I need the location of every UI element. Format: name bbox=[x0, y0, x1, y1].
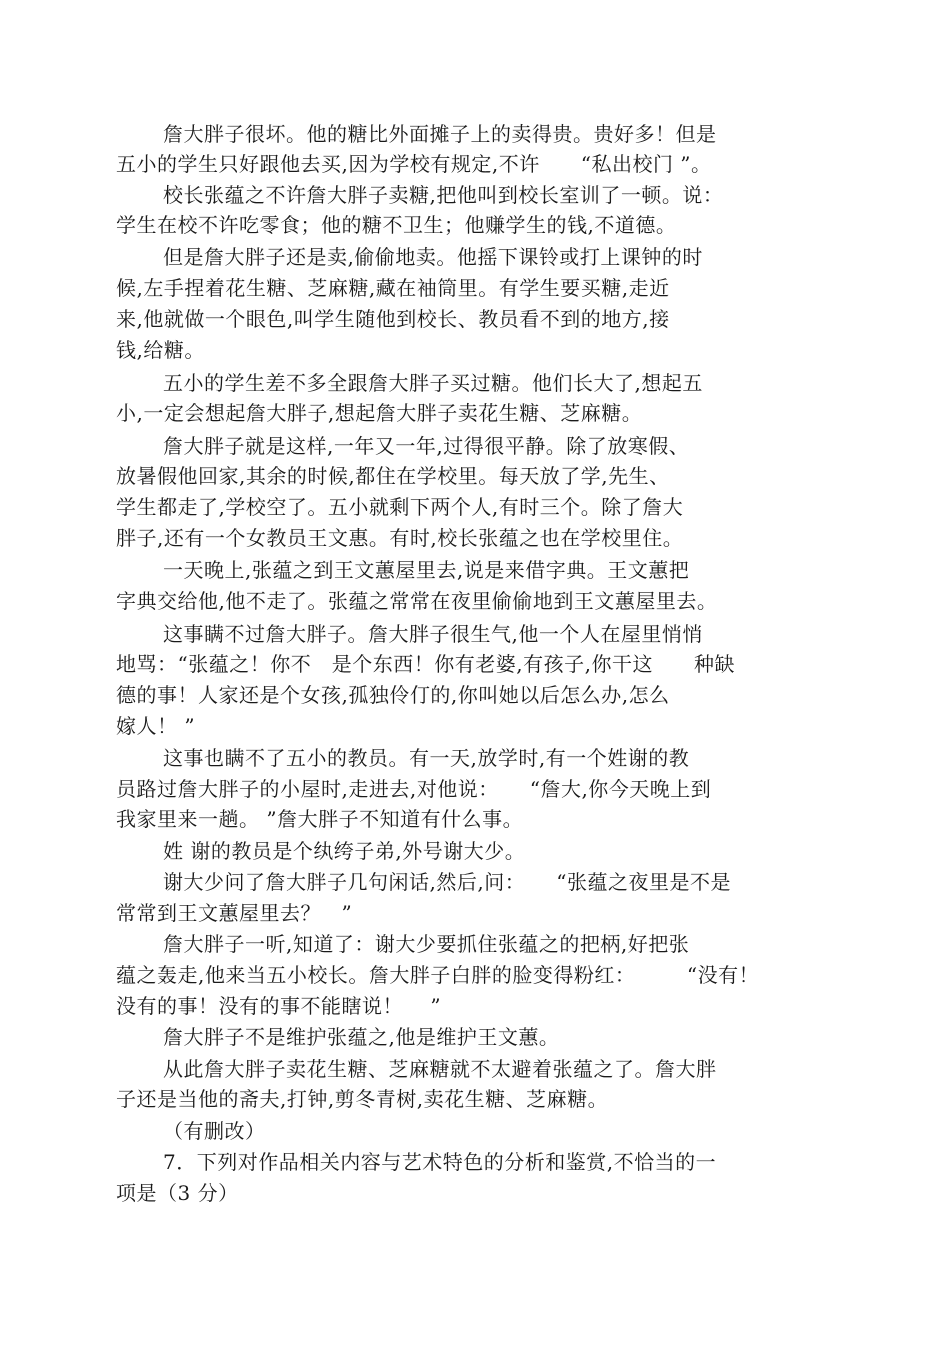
text-line: 姓 谢的教员是个纨绔子弟,外号谢大少。 bbox=[163, 839, 526, 863]
question-line: 项是（3 分） bbox=[116, 1181, 239, 1205]
text-line: 詹大胖子不是维护张蕴之,他是维护王文蕙。 bbox=[163, 1025, 560, 1049]
text-line: 子还是当他的斋夫,打钟,剪冬青树,卖花生糖、芝麻糖。 bbox=[116, 1087, 609, 1111]
text-line: 五小的学生只好跟他去买,因为学校有规定,不许 “私出校门 ”。 bbox=[116, 152, 712, 176]
text-line: 这事也瞒不了五小的教员。有一天,放学时,有一个姓谢的教 bbox=[163, 746, 690, 770]
text-line: 校长张蕴之不许詹大胖子卖糖,把他叫到校长室训了一顿。说： bbox=[163, 183, 724, 207]
text-line: 詹大胖子就是这样,一年又一年,过得很平静。除了放寒假、 bbox=[163, 434, 690, 458]
text-line: 詹大胖子很坏。他的糖比外面摊子上的卖得贵。贵好多！但是 bbox=[163, 122, 717, 146]
text-line: 学生都走了,学校空了。五小就剩下两个人,有时三个。除了詹大 bbox=[116, 495, 684, 519]
text-line: 候,左手捏着花生糖、芝麻糖,藏在袖筒里。有学生要买糖,走近 bbox=[116, 276, 670, 300]
text-line: 来,他就做一个眼色,叫学生随他到校长、教员看不到的地方,接 bbox=[116, 307, 670, 331]
text-line: 德的事！人家还是个女孩,孤独伶仃的,你叫她以后怎么办,怎么 bbox=[116, 683, 670, 707]
text-line: 员路过詹大胖子的小屋时,走进去,对他说： “詹大,你今天晚上到 bbox=[116, 777, 712, 801]
text-line: 胖子,还有一个女教员王文惠。有时,校长张蕴之也在学校里住。 bbox=[116, 526, 684, 550]
text-line: 我家里来一趟。 ”詹大胖子不知道有什么事。 bbox=[116, 807, 524, 831]
text-line: 钱,给糖。 bbox=[116, 338, 205, 362]
text-line: 没有的事！没有的事不能瞎说！ ” bbox=[116, 994, 442, 1018]
text-line: 学生在校不许吃零食；他的糖不卫生；他赚学生的钱,不道德。 bbox=[116, 213, 677, 237]
text-line: 嫁人！ ” bbox=[116, 714, 196, 738]
text-line: 常常到王文蕙屋里去？ ” bbox=[116, 901, 353, 925]
text-line: 字典交给他,他不走了。张蕴之常常在夜里偷偷地到王文蕙屋里去。 bbox=[116, 589, 718, 613]
text-line: 詹大胖子一听,知道了：谢大少要抓住张蕴之的把柄,好把张 bbox=[163, 932, 690, 956]
question-line: 7．下列对作品相关内容与艺术特色的分析和鉴赏,不恰当的一 bbox=[163, 1150, 717, 1174]
text-line: 这事瞒不过詹大胖子。詹大胖子很生气,他一个人在屋里悄悄 bbox=[163, 622, 703, 646]
text-line: 但是詹大胖子还是卖,偷偷地卖。他摇下课铃或打上课钟的时 bbox=[163, 245, 703, 269]
text-line: 放暑假他回家,其余的时候,都住在学校里。每天放了学,先生、 bbox=[116, 464, 670, 488]
text-line: 小,一定会想起詹大胖子,想起詹大胖子卖花生糖、芝麻糖。 bbox=[116, 401, 643, 425]
text-line: 一天晚上,张蕴之到王文蕙屋里去,说是来借字典。王文蕙把 bbox=[163, 558, 690, 582]
text-line: 地骂：“张蕴之！你不 是个东西！你有老婆,有孩子,你干这 种缺 bbox=[116, 652, 735, 676]
text-line: （有删改） bbox=[163, 1119, 266, 1143]
text-line: 谢大少问了詹大胖子几句闲话,然后,问： “张蕴之夜里是不是 bbox=[163, 870, 731, 894]
text-line: 蕴之轰走,他来当五小校长。詹大胖子白胖的脸变得粉红： “没有！ bbox=[116, 963, 760, 987]
text-line: 从此詹大胖子卖花生糖、芝麻糖就不太避着张蕴之了。詹大胖 bbox=[163, 1057, 717, 1081]
text-line: 五小的学生差不多全跟詹大胖子买过糖。他们长大了,想起五 bbox=[163, 371, 703, 395]
